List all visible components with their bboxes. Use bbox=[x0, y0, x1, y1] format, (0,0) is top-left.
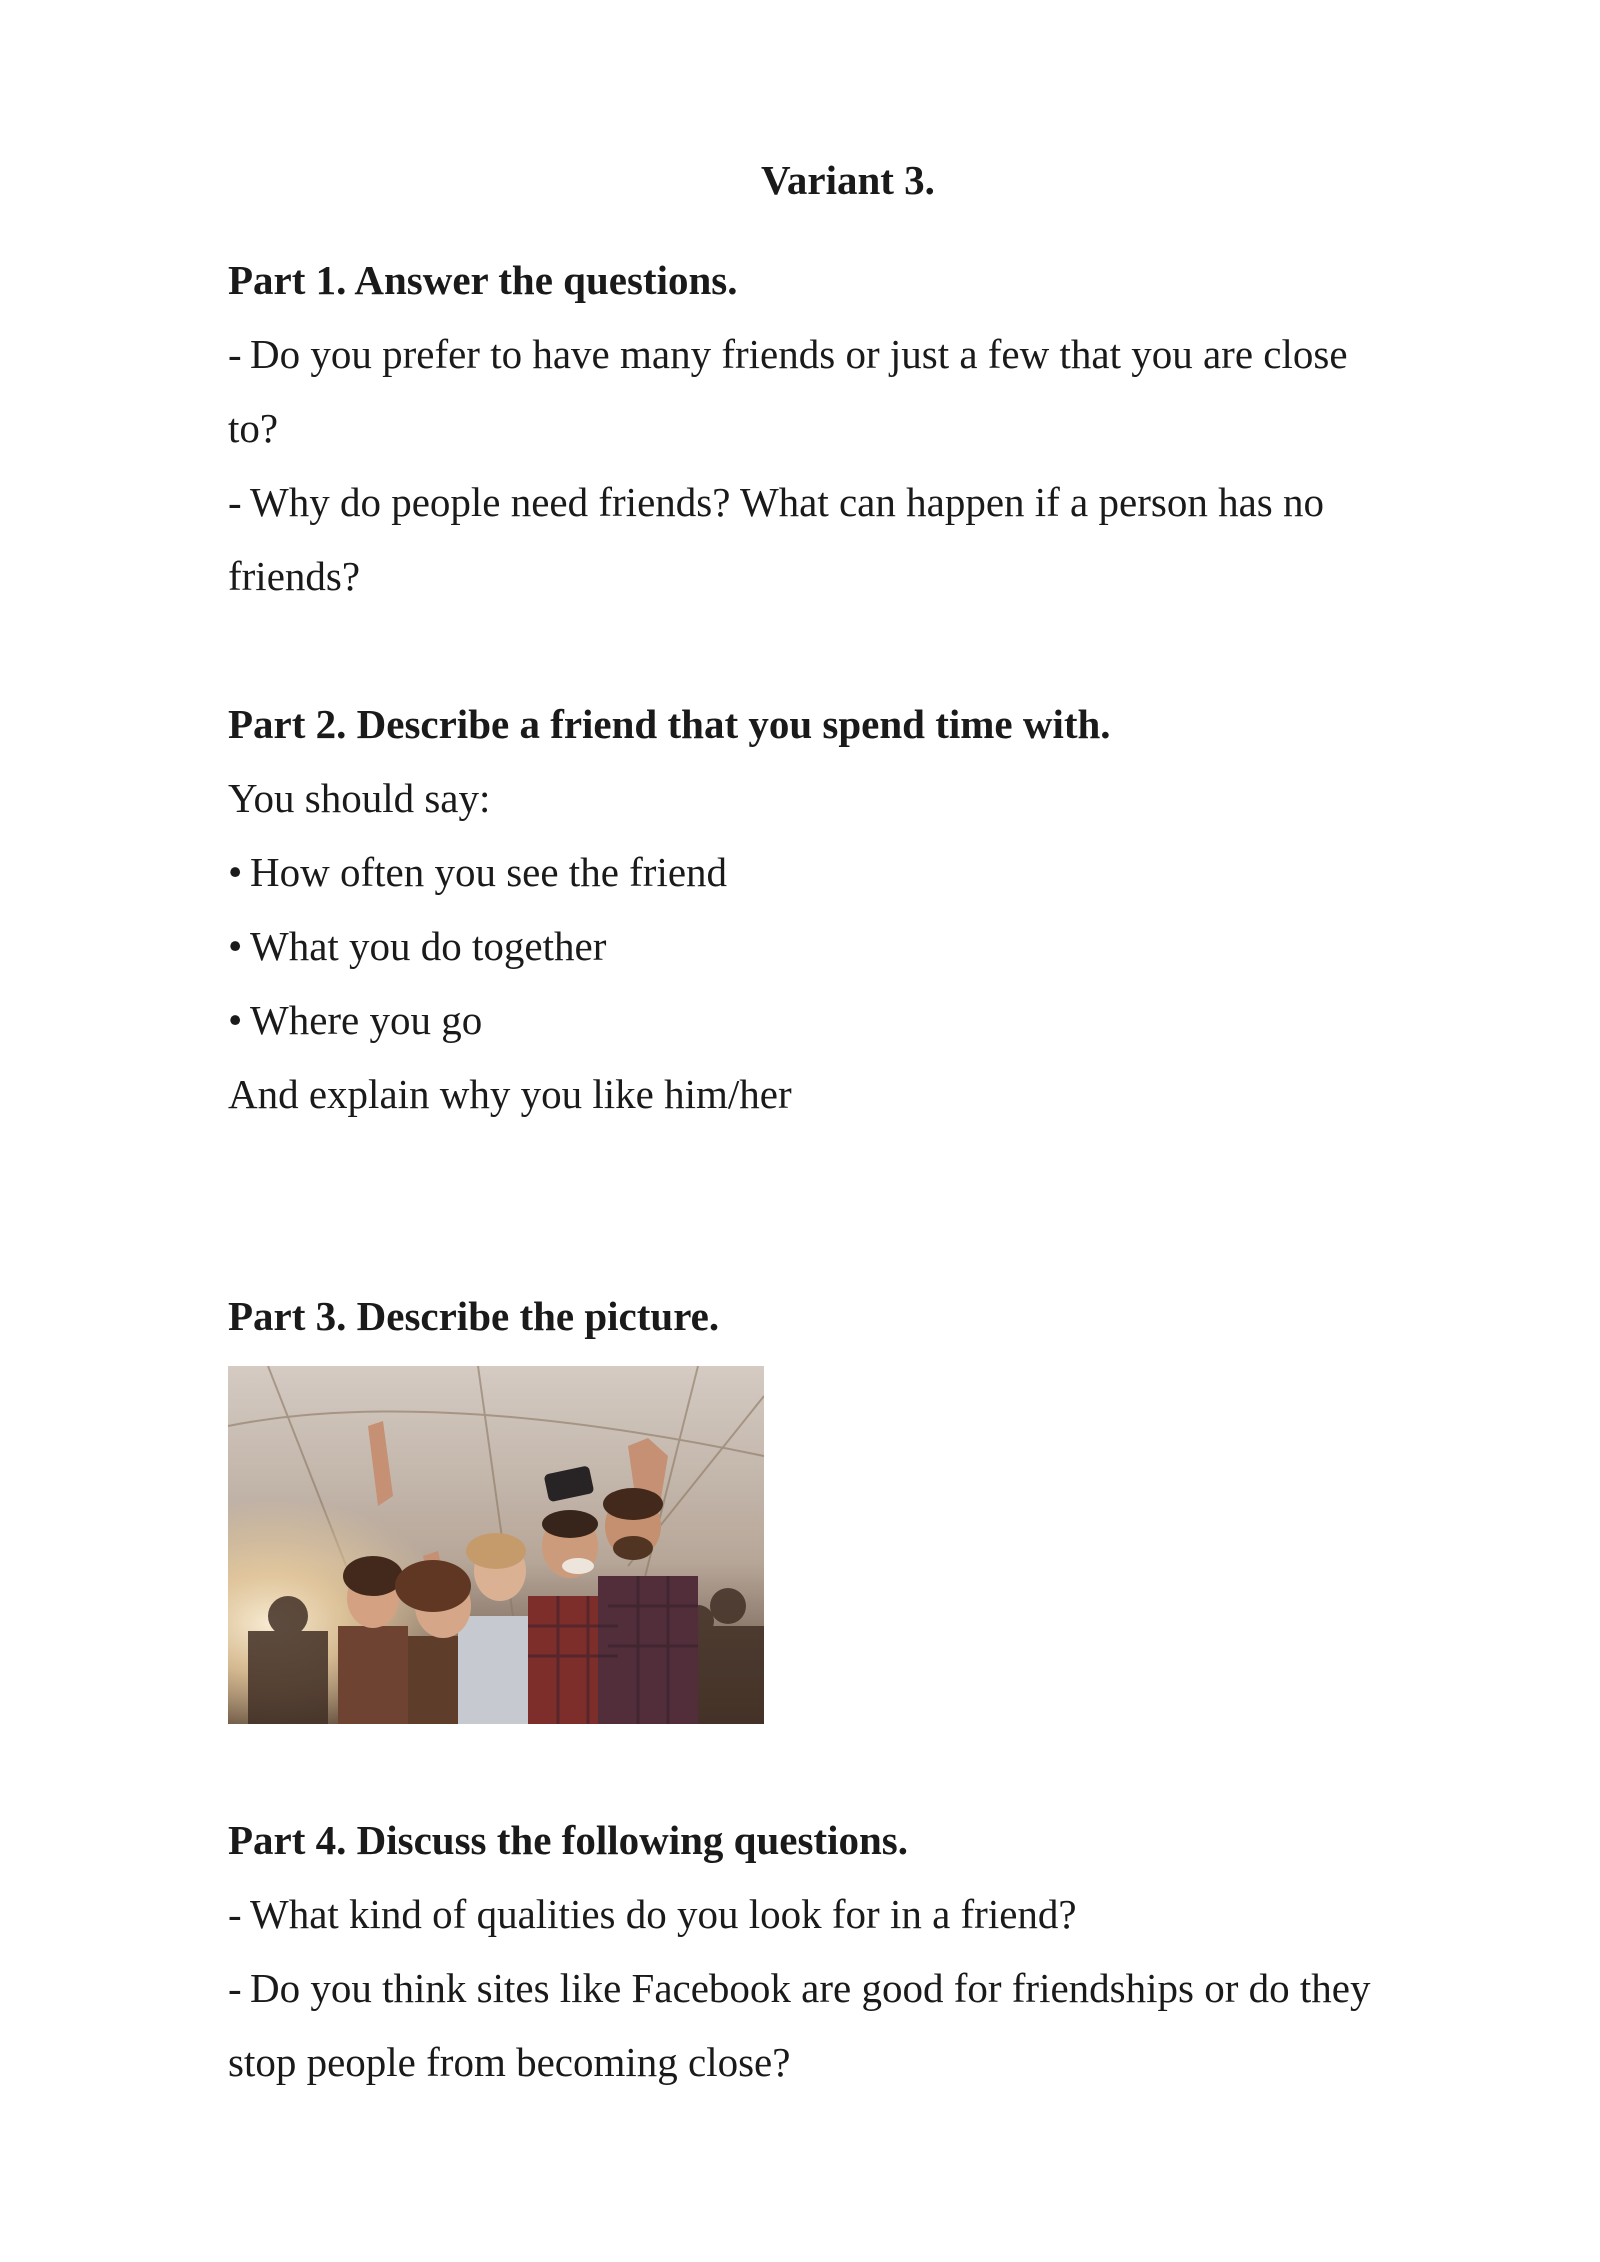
bullet-text: Where you go bbox=[250, 997, 483, 1043]
dash-marker: - bbox=[228, 479, 242, 525]
part4-question-2-line-2: stop people from becoming close? bbox=[228, 2039, 791, 2085]
part1-heading: Part 1. Answer the questions. bbox=[228, 257, 738, 303]
bullet-text: What you do together bbox=[250, 923, 607, 969]
part4-question-1-text: What kind of qualities do you look for in a friend? bbox=[250, 1891, 1077, 1937]
document-page bbox=[228, 0, 1448, 2262]
part2-bullet-item bbox=[228, 990, 482, 1050]
part2-closing: And explain why you like him/her bbox=[228, 1071, 792, 1117]
bullet-icon: • bbox=[228, 849, 243, 895]
part1-question-1-line-1 bbox=[228, 324, 1348, 384]
part4-question-1 bbox=[228, 1884, 1077, 1944]
part4-heading: Part 4. Discuss the following questions. bbox=[228, 1817, 908, 1863]
part4-question-2-text: Do you think sites like Facebook are good for friendships or do they bbox=[250, 1965, 1371, 2011]
friends-selfie-photo bbox=[228, 1366, 764, 1724]
part4-question-2-line-1 bbox=[228, 1958, 1370, 2018]
bullet-text: How often you see the friend bbox=[250, 849, 728, 895]
dash-marker: - bbox=[228, 331, 242, 377]
dash-marker: - bbox=[228, 1965, 242, 2011]
part2-heading: Part 2. Describe a friend that you spend time with. bbox=[228, 701, 1111, 747]
part1-question-2-line-1 bbox=[228, 472, 1324, 532]
bullet-icon: • bbox=[228, 997, 243, 1043]
part3-heading: Part 3. Describe the picture. bbox=[228, 1293, 720, 1339]
part1-question-1-text: Do you prefer to have many friends or just a few that you are close bbox=[250, 331, 1348, 377]
part2-bullet-item bbox=[228, 842, 727, 902]
part1-question-2-line-2: friends? bbox=[228, 553, 361, 599]
dash-marker: - bbox=[228, 1891, 242, 1937]
part1-question-2-text: Why do people need friends? What can happen if a person has no bbox=[250, 479, 1324, 525]
part1-question-1-line-2: to? bbox=[228, 405, 279, 451]
bullet-icon: • bbox=[228, 923, 243, 969]
page-title: Variant 3. bbox=[761, 157, 935, 203]
part2-bullet-item bbox=[228, 916, 606, 976]
part2-intro: You should say: bbox=[228, 775, 491, 821]
